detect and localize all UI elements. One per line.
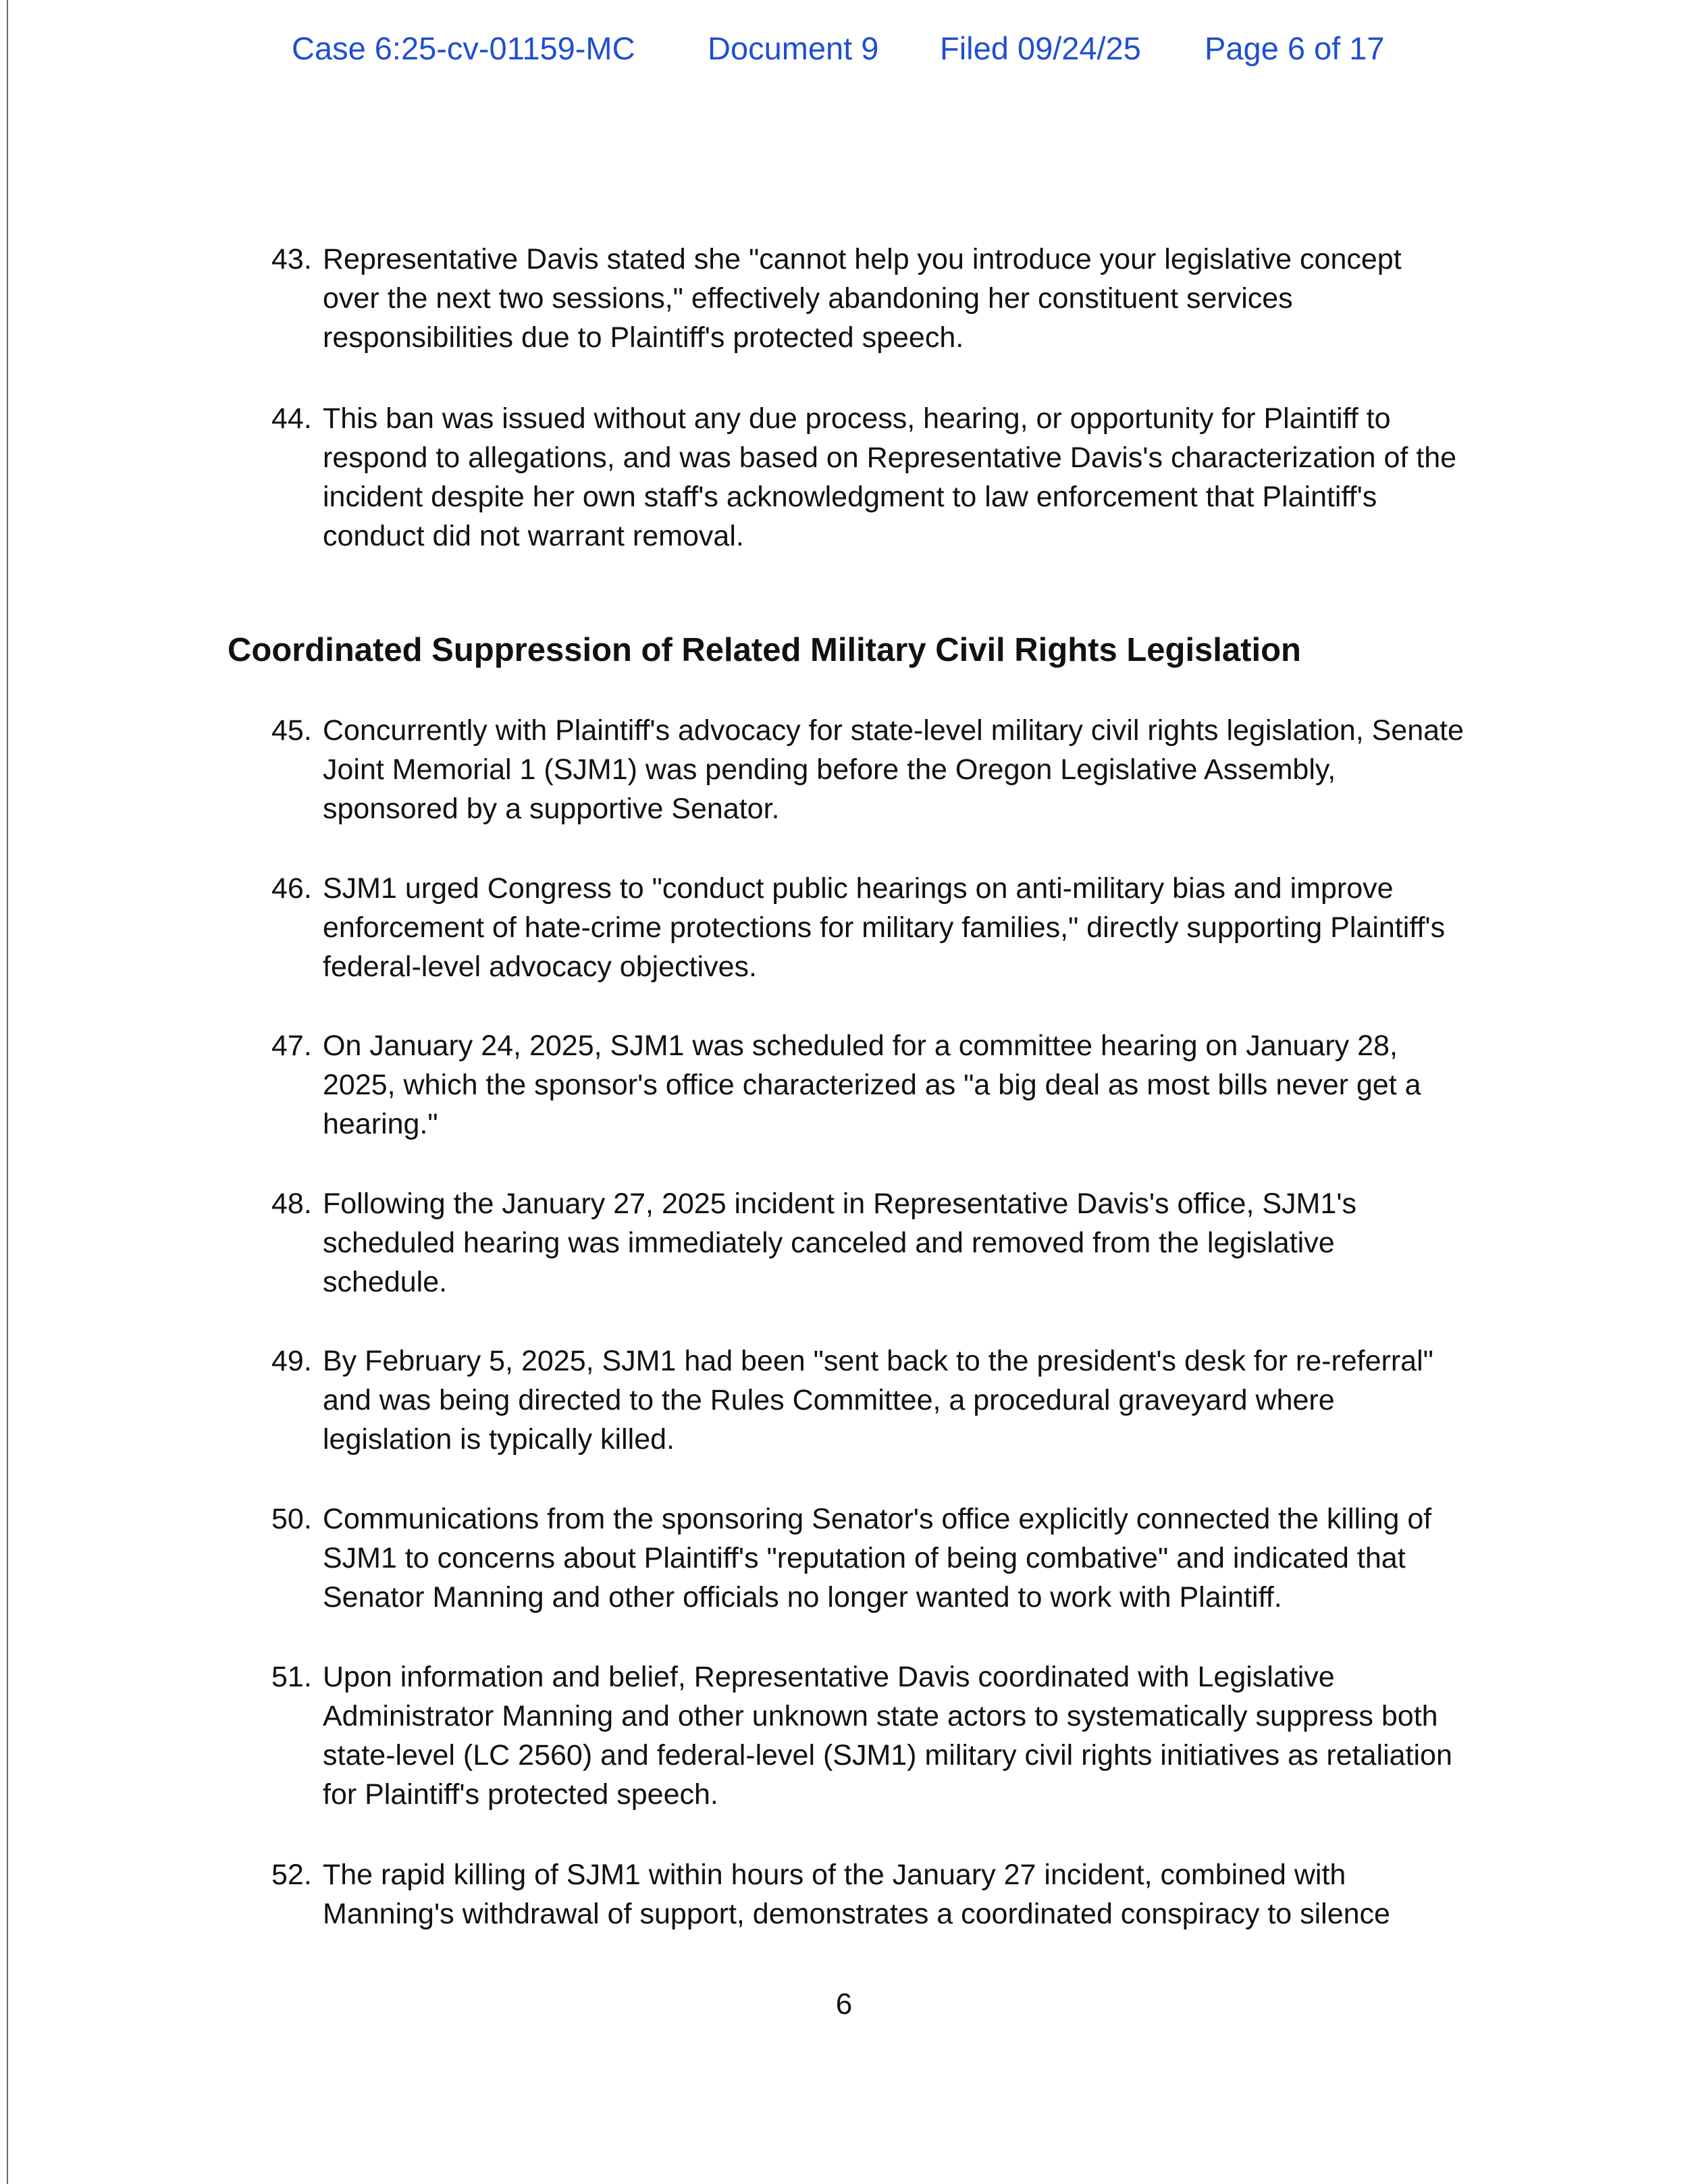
paragraph-text: Concurrently with Plaintiff's advocacy for state-level military civil rights legislation, Senate Joint Memorial 1 (SJM1) was pending before the Oregon Legislative Assembly, sponsored by a supportive Senator. — [323, 714, 1464, 825]
paragraph-43 — [271, 240, 1500, 357]
paragraph-text: By February 5, 2025, SJM1 had been "sent back to the president's desk for re-referral" and was being directed to the Rules Committee, a procedural graveyard where legislation is typically killed. — [323, 1345, 1433, 1456]
header-filed-date: Filed 09/24/25 — [940, 30, 1141, 66]
paragraph-number: 46. — [271, 872, 312, 905]
paragraph-text: Representative Davis stated she "cannot help you introduce your legislative concept over the next two sessions," effectively abandoning her constituent services responsibilities due to Plaintiff's protected speech. — [323, 243, 1402, 354]
paragraph-number: 49. — [271, 1345, 312, 1377]
paragraph-text: Following the January 27, 2025 incident in Representative Davis's office, SJM1's scheduled hearing was immediately canceled and removed from the legislative schedule. — [323, 1188, 1356, 1298]
paragraph-number: 43. — [271, 243, 312, 275]
paragraph-number: 44. — [271, 402, 312, 435]
paragraph-47 — [271, 1026, 1500, 1144]
paragraph-49 — [271, 1341, 1500, 1459]
page-left-edge-line — [7, 0, 8, 2184]
paragraph-45 — [271, 711, 1500, 828]
paragraph-text: This ban was issued without any due process, hearing, or opportunity for Plaintiff to respond to allegations, and was based on Representative Davis's characterization of the incident despite her own staff's acknowledgment to law enforcement that Plaintiff's conduct did not warrant removal. — [323, 402, 1457, 552]
paragraph-text: Upon information and belief, Representative Davis coordinated with Legislative Administrator Manning and other unknown state actors to systematically suppress both state-level (LC 2560) and federal-level (SJM1) military civil rights initiatives as retaliation for Plaintiff's protected speech. — [323, 1661, 1452, 1811]
paragraph-52 — [271, 1855, 1500, 1934]
paragraph-text: Communications from the sponsoring Senator's office explicitly connected the killing of SJM1 to concerns about Plaintiff's "reputation of being combative" and indicated that Senator Manning and other officials no longer wanted to work with Plaintiff. — [323, 1503, 1432, 1614]
paragraph-number: 45. — [271, 714, 312, 747]
paragraph-48 — [271, 1184, 1500, 1302]
case-header — [292, 30, 1426, 77]
paragraph-number: 52. — [271, 1859, 312, 1891]
paragraph-46 — [271, 869, 1500, 986]
paragraph-50 — [271, 1499, 1500, 1617]
paragraph-number: 51. — [271, 1661, 312, 1693]
header-case-number: Case 6:25-cv-01159-MC — [292, 30, 635, 66]
header-document-number: Document 9 — [708, 30, 879, 66]
paragraph-51 — [271, 1657, 1500, 1814]
paragraph-44 — [271, 399, 1500, 556]
header-page-count: Page 6 of 17 — [1205, 30, 1385, 66]
paragraph-text: The rapid killing of SJM1 within hours of the January 27 incident, combined with Manning's withdrawal of support, demonstrates a coordinated conspiracy to silence — [323, 1859, 1390, 1930]
paragraph-text: SJM1 urged Congress to "conduct public hearings on anti-military bias and improve enforcement of hate-crime protections for military families," directly supporting Plaintiff's federal-level advocacy objectives. — [323, 872, 1446, 983]
paragraph-number: 48. — [271, 1188, 312, 1220]
page-number-footer: 6 — [835, 1988, 853, 2021]
paragraph-number: 47. — [271, 1030, 312, 1062]
section-heading: Coordinated Suppression of Related Military Civil Rights Legislation — [228, 632, 1301, 668]
paragraph-text: On January 24, 2025, SJM1 was scheduled for a committee hearing on January 28, 2025, which the sponsor's office characterized as "a big deal as most bills never get a hearing." — [323, 1030, 1421, 1140]
paragraph-number: 50. — [271, 1503, 312, 1535]
